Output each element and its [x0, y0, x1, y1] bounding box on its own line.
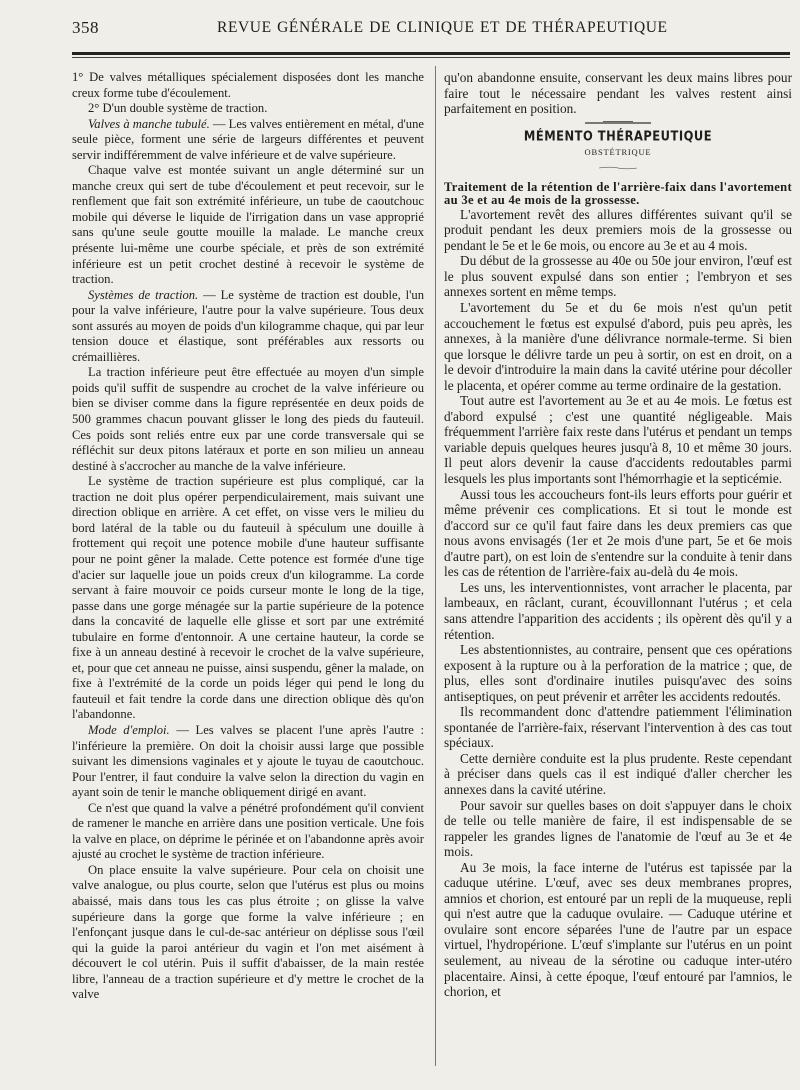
- decorative-rule-top: [583, 120, 653, 126]
- article-title: Traitement de la rétention de l'arrière-faix dans l'avortement au 3e et au 4e mois de la grossesse.: [444, 179, 792, 207]
- running-title: REVUE GÉNÉRALE DE CLINIQUE ET DE THÉRAPEUTIQUE: [217, 19, 668, 36]
- paragraph: Tout autre est l'avortement au 3e et au 4e mois. Le fœtus est d'abord expulsé ; c'est une quantité négligeable. Mais fréquemment l'arrière faix reste dans l'utérus et pendant un temps variable depuis quelques heures jusqu'à 8, 10 et même 30 jours. Il peut alors devenir la cause d'accidents redoutables parmi lesquels les plus importants sont l'hémorrhagie et la septicémie.: [444, 393, 792, 487]
- paragraph-text: — Les valves se placent l'une après l'autre : l'inférieure la première. On doit la choisir aussi large que possible suivant les dimensions vaginales et y ajoute le tuyau de caoutchouc. Pour l'entrer, il faut conduire la valve selon la direction du vagin en ayant soin de tenir le manche obliquement dirigé en avant.: [72, 722, 424, 800]
- paragraph: Les abstentionnistes, au contraire, pensent que ces opérations exposent à la rupture ou à la perforation de la matrice ; que, de plus, elles sont d'ordinaire inutiles puisqu'avec des soins antiseptiques, on peut prévenir et arrêter les accidents redoutés.: [444, 642, 792, 704]
- paragraph: Ce n'est que quand la valve a pénétré profondément qu'il convient de ramener le manche en arrière dans une position verticale. Une fois la valve en place, on déprime le périnée et on l'abandonne après avoir ajusté au crochet le système de traction inférieure.: [72, 800, 424, 862]
- paragraph: La traction inférieure peut être effectuée au moyen d'un simple poids qu'il suffit de suspendre au crochet de la valve inférieure ou bien se diviser comme dans la figure représentée en deux poids de 500 grammes chacun pouvant glisser le long des pieds du fauteuil. Ces poids sont reliés entre eux par une corde transversale qui se réfléchit sur deux pitons latéraux et porte en son milieu un anneau destiné à s'accrocher au manche de la valve inférieure.: [72, 365, 424, 473]
- paragraph: Du début de la grossesse au 40e ou 50e jour environ, l'œuf est le plus souvent expulsé dans son entier ; l'embryon et ses annexes sortent en même temps.: [444, 253, 792, 300]
- header-rule-thin: [72, 57, 790, 58]
- paragraph: L'avortement revêt des allures différentes suivant qu'il se produit pendant les deux premiers mois de la grossesse ou pendant le 5e et le 6e mois, ou encore au 3e et au 4 mois.: [444, 206, 792, 253]
- paragraph: Les uns, les interventionnistes, vont arracher le placenta, par lambeaux, en râclant, curant, écouvillonnant l'utérus ; et cela sans attendre l'apparition des accidents ; ils opèrent dès qu'il y a rétention.: [444, 579, 792, 642]
- paragraph-text: — Le système de traction est double, l'un pour la valve inférieure, l'autre pour la valve supérieure. Tous deux sont assurés au moyen de poids d'un kilogramme chaque, qui par leur tension douce et élastique, sont préférables aux ressorts ou crémaillières.: [72, 287, 425, 364]
- paragraph-lead: Systèmes de traction.: [88, 287, 199, 302]
- paragraph: Chaque valve est montée suivant un angle déterminé sur un manche creux qui sert de tube d'écoulement et peut recevoir, sur le renflement que fait son extrémité inférieure, un tube de caoutchouc mobile qui déverse le liquide de l'irrigation dans un vase approprié sans qu'une seule goutte mouille la malade. Le manche creux présente lui-même une courbe spéciale, et près de son extrémité inférieure est un petit crochet destiné à recevoir le système de traction.: [72, 163, 424, 287]
- header-rule-thick: [72, 52, 790, 55]
- continuation-paragraph: qu'on abandonne ensuite, conservant les deux mains libres pour faire tout le nécessaire pendant les valves restent ainsi parfaitement en position.: [444, 70, 792, 117]
- paragraph: [72, 288, 424, 366]
- paragraph: [72, 723, 424, 801]
- column-divider: [435, 66, 436, 1066]
- page-number: 358: [72, 18, 99, 37]
- paragraph: 1° De valves métalliques spécialement disposées dont les manche creux forme tube d'écoulement.: [72, 70, 424, 100]
- right-column: [444, 70, 792, 1000]
- section-subtitle: OBSTÉTRIQUE: [584, 147, 652, 158]
- page-header: [72, 18, 792, 40]
- left-column: [72, 70, 424, 1003]
- paragraph: Ils recommandent donc d'attendre patiemment l'élimination spontanée de l'arrière-faix, réservant l'intervention à des cas tout spéciaux.: [444, 704, 792, 751]
- paragraph: Au 3e mois, la face interne de l'utérus est tapissée par la caduque utérine. L'œuf, avec ses deux membranes propres, amnios et chorion, est entouré par un repli de la muqueuse, repli qui n'est autre que la caduque ovulaire. — Caduque utérine et ovulaire sont encore séparées l'une de l'autre par un espace virtuel, l'hydropérione. L'œuf s'implante sur l'utérus en un point seulement, au niveau de la sérotine ou caduque inter-utéro placentaire. Ainsi, à cette époque, l'œuf entouré par l'amnios, le chorion, et: [444, 859, 792, 1000]
- decorative-rule-bottom: [598, 165, 638, 171]
- paragraph-lead: Valves à manche tubulé.: [88, 116, 210, 131]
- paragraph: L'avortement du 5e et du 6e mois n'est qu'un petit accouchement le fœtus est expulsé d'abord, puis peu après, les annexes, à la manière d'une délivrance normale-terme. Si bien que lorsque le délivre tarde un peu à sortir, on est en droit, on a le devoir d'introduire la main dans la cavité utérine pour décoller le placenta, et opérer comme au terme ordinaire de la gestation.: [444, 300, 792, 393]
- paragraph: Aussi tous les accoucheurs font-ils leurs efforts pour guérir et même prévenir ces complications. Et si tout le monde est d'accord sur ce qu'il faut faire dans les deux premiers cas que nous avons envisagés (1er et 2e mois d'une part, 5e et 6e mois d'autre part), on est loin de s'entendre sur la conduite à tenir dans les cas de rétention de l'arrière-faix au-delà du 4e mois.: [444, 486, 792, 580]
- paragraph: [72, 117, 424, 164]
- paragraph: 2° D'un double système de traction.: [88, 101, 268, 116]
- section-title: MÉMENTO THÉRAPEUTIQUE: [523, 127, 713, 144]
- paragraph: Le système de traction supérieure est plus compliqué, car la traction ne doit plus opérer perpendiculairement, mais suivant une direction oblique en arrière. A cet effet, on visse vers le milieu du bord latéral de la table ou du fauteuil à spéculum une douille à frottement qui reçoit une potence mobile d'une hauteur suffisante pour ne point gêner la malade. Cette potence est formée d'une tige d'acier sur laquelle joue un poids creux d'un kilogramme. La corde servant à faire mouvoir ce poids curseur monte le long de la tige, passe dans une gorge ménagée sur la partie supérieure de la potence dans la concavité de laquelle elle glisse et sort par une extrémité tubulaire en forme d'entonnoir. A une certaine hauteur, la corde se fixe à un anneau destiné à recevoir le crochet de la valve supérieure, et, pour que cet anneau ne puisse, ainsi suspendu, gêner la malade, on fixe à l'extrémité de la corde un poids léger qui pend le long du fauteuil et fait tendre la corde dans une direction oblique dès qu'on l'abandonne.: [72, 474, 424, 722]
- paragraph: Cette dernière conduite est la plus prudente. Reste cependant à préciser dans quels cas il est indiqué d'aller chercher les annexes dans la cavité utérine.: [444, 750, 792, 797]
- paragraph: Pour savoir sur quelles bases on doit s'appuyer dans le choix de telle ou telle manière de faire, il est indispensable de se rappeler les grandes lignes de l'anatomie de l'œuf au 3e et 4e mois.: [444, 797, 792, 860]
- paragraph: On place ensuite la valve supérieure. Pour cela on choisit une valve analogue, ou plus courte, selon que l'utérus est plus ou moins abaissé, mais dans tous les cas plus étroite ; on glisse la valve supérieure dans la gorge que forme la valve inférieure ; en l'enfonçant jusque dans le cul-de-sac antérieur on déplisse sous l'œil qui la guide la paroi antérieur du vagin et l'on met aisément à découvert le col utérin. Puis il suffit d'abaisser, de la main restée libre, l'anneau de a traction supérieure et d'y mettre le crochet de la valve: [72, 862, 424, 1002]
- paragraph-text: — Les valves entièrement en métal, d'une seule pièce, forment une série de largeurs différentes et peuvent servir indifféremment de valve inférieure et de valve supérieure.: [72, 116, 424, 162]
- paragraph-lead: Mode d'emploi.: [88, 722, 170, 737]
